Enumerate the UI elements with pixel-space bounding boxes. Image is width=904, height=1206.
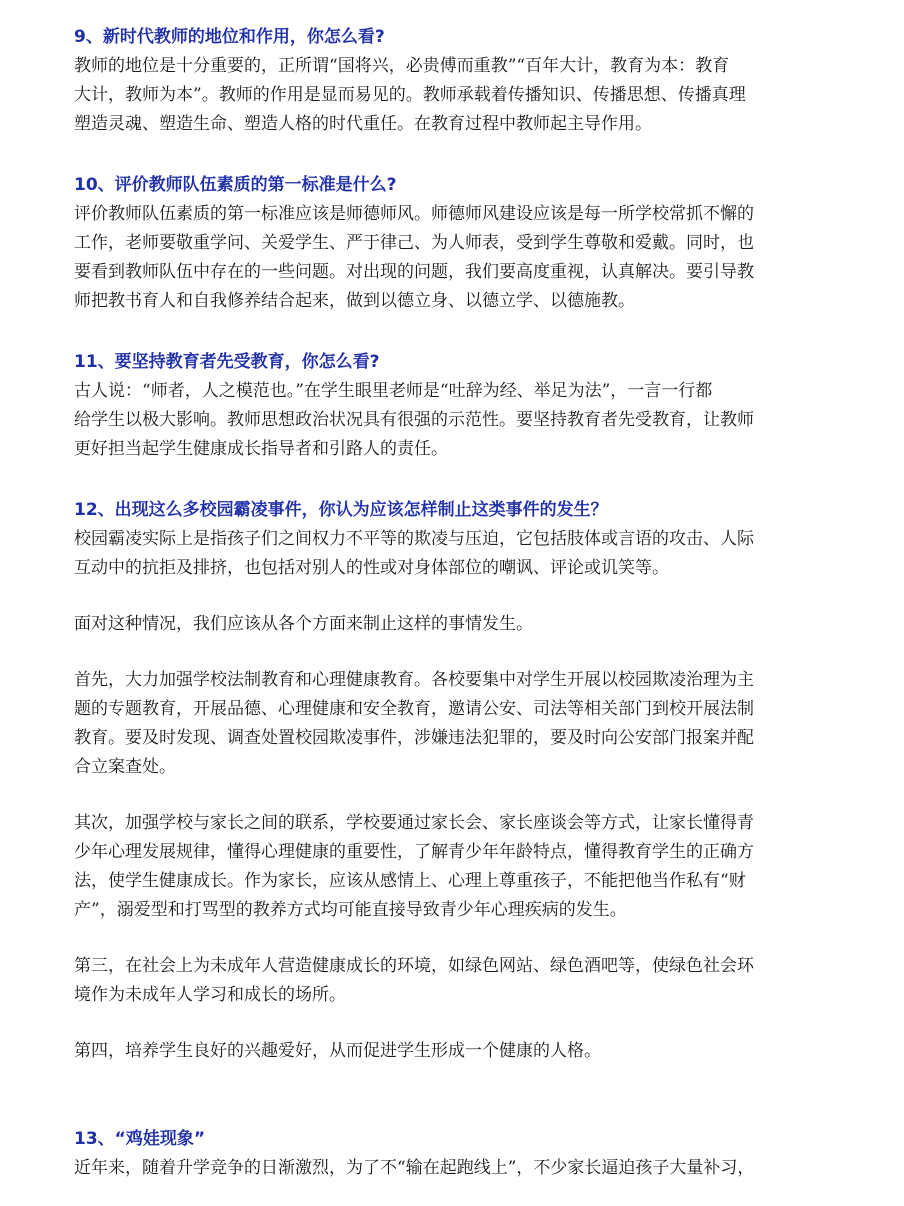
paragraph-line: 教育。要及时发现、调查处置校园欺凌事件，涉嫌违法犯罪的，要及时向公安部门报案并配 bbox=[74, 728, 754, 748]
paragraph-line: 评价教师队伍素质的第一标准应该是师德师风。师德师风建设应该是每一所学校常抓不懈的 bbox=[74, 204, 754, 224]
paragraph-line: 师把教书育人和自我修养结合起来，做到以德立身、以德立学、以德施教。 bbox=[74, 291, 635, 311]
document-page bbox=[74, 22, 844, 1183]
section-spacer bbox=[74, 1066, 844, 1124]
paragraph-line: 首先，大力加强学校法制教育和心理健康教育。各校要集中对学生开展以校园欺凌治理为主 bbox=[74, 670, 754, 690]
paragraph-spacer bbox=[74, 583, 844, 610]
question-heading-12: 12、出现这么多校园霸凌事件，你认为应该怎样制止这类事件的发生？ bbox=[74, 500, 608, 520]
question-heading-11: 11、要坚持教育者先受教育，你怎么看? bbox=[74, 352, 380, 372]
paragraph-line: 法，使学生健康成长。作为家长，应该从感情上、心理上尊重孩子，不能把他当作私有“财 bbox=[74, 871, 746, 891]
paragraph-line: 古人说：“师者，人之模范也。”在学生眼里老师是“吐辞为经、举足为法”，一言一行都 bbox=[74, 381, 713, 401]
paragraph-spacer bbox=[74, 782, 844, 809]
paragraph-line: 题的专题教育，开展品德、心理健康和安全教育，邀请公安、司法等相关部门到校开展法制 bbox=[74, 699, 754, 719]
question-heading-13: 13、“鸡娃现象” bbox=[74, 1129, 206, 1149]
paragraph-line: 互动中的抗拒及排挤，也包括对别人的性或对身体部位的嘲讽、评论或讥笑等。 bbox=[74, 558, 669, 578]
section-spacer bbox=[74, 139, 844, 170]
paragraph-line: 要看到教师队伍中存在的一些问题。对出现的问题，我们要高度重视，认真解决。要引导教 bbox=[74, 262, 754, 282]
paragraph-line: 面对这种情况，我们应该从各个方面来制止这样的事情发生。 bbox=[74, 614, 533, 634]
paragraph-spacer bbox=[74, 1010, 844, 1037]
paragraph-line: 大计，教师为本”。教师的作用是显而易见的。教师承载着传播知识、传播思想、传播真理 bbox=[74, 85, 746, 105]
paragraph-line: 少年心理发展规律，懂得心理健康的重要性，了解青少年年龄特点，懂得教育学生的正确方 bbox=[74, 842, 754, 862]
paragraph-line: 塑造灵魂、塑造生命、塑造人格的时代重任。在教育过程中教师起主导作用。 bbox=[74, 114, 652, 134]
section-spacer bbox=[74, 316, 844, 347]
paragraph-line: 境作为未成年人学习和成长的场所。 bbox=[74, 985, 346, 1005]
paragraph-line: 给学生以极大影响。教师思想政治状况具有很强的示范性。要坚持教育者先受教育，让教师 bbox=[74, 410, 754, 430]
question-heading-10: 10、评价教师队伍素质的第一标准是什么? bbox=[74, 175, 397, 195]
paragraph-line: 第四，培养学生良好的兴趣爱好，从而促进学生形成一个健康的人格。 bbox=[74, 1041, 601, 1061]
paragraph-line: 合立案查处。 bbox=[74, 757, 176, 777]
question-heading-9: 9、新时代教师的地位和作用，你怎么看? bbox=[74, 27, 385, 47]
paragraph-line: 教师的地位是十分重要的，正所谓“国将兴，必贵傅而重教”“百年大计，教育为本：教育 bbox=[74, 56, 730, 76]
paragraph-spacer bbox=[74, 925, 844, 952]
paragraph-line: 更好担当起学生健康成长指导者和引路人的责任。 bbox=[74, 439, 448, 459]
paragraph-line: 第三，在社会上为未成年人营造健康成长的环境，如绿色网站、绿色酒吧等，使绿色社会环 bbox=[74, 956, 754, 976]
paragraph-spacer bbox=[74, 639, 844, 666]
section-spacer bbox=[74, 464, 844, 495]
paragraph-line: 产”，溺爱型和打骂型的教养方式均可能直接导致青少年心理疾病的发生。 bbox=[74, 900, 627, 920]
paragraph-line: 其次，加强学校与家长之间的联系，学校要通过家长会、家长座谈会等方式，让家长懂得青 bbox=[74, 813, 754, 833]
paragraph-line: 近年来，随着升学竞争的日渐激烈，为了不“输在起跑线上”，不少家长逼迫孩子大量补习， bbox=[74, 1158, 755, 1178]
paragraph-line: 工作，老师要敬重学问、关爱学生、严于律己、为人师表，受到学生尊敬和爱戴。同时，也 bbox=[74, 233, 754, 253]
paragraph-line: 校园霸凌实际上是指孩子们之间权力不平等的欺凌与压迫，它包括肢体或言语的攻击、人际 bbox=[74, 529, 754, 549]
